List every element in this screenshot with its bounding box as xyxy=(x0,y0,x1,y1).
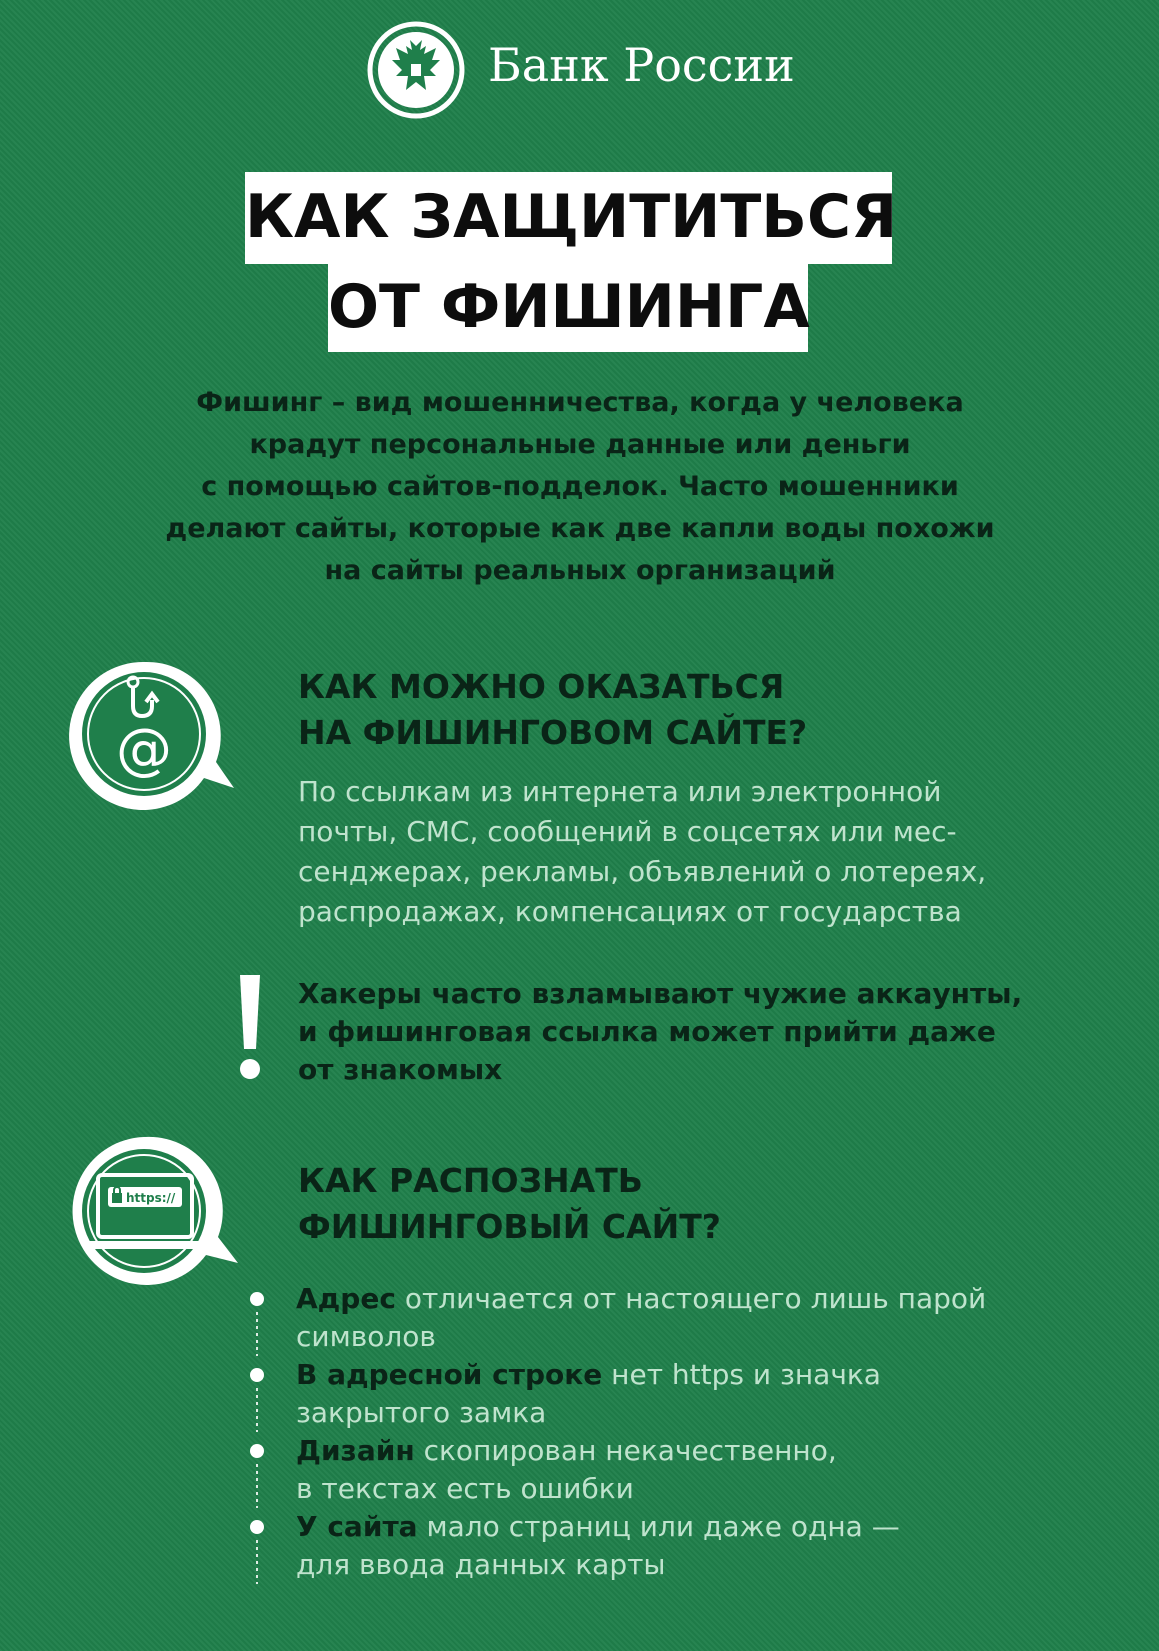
bullet-dot-icon xyxy=(250,1444,264,1458)
bullet-text-line2: в текстах есть ошибки xyxy=(296,1472,634,1505)
bullet-text-line2: для ввода данных карты xyxy=(296,1548,666,1581)
page-title-line-2: ОТ ФИШИНГА xyxy=(328,262,808,352)
dotted-connector xyxy=(256,1540,258,1584)
dotted-connector xyxy=(256,1464,258,1508)
warning-line: и фишинговая ссылка может прийти даже xyxy=(298,1015,996,1048)
bullet-text-line2: закрытого замка xyxy=(296,1396,547,1429)
heading-line: КАК МОЖНО ОКАЗАТЬСЯ xyxy=(298,667,785,706)
list-item xyxy=(250,1432,986,1508)
bullet-bold: Дизайн xyxy=(296,1434,415,1467)
hook-at-sign-icon xyxy=(66,660,236,810)
brand-name: Банк России xyxy=(488,38,795,92)
laptop-https-icon xyxy=(64,1135,240,1287)
intro-line: Фишинг – вид мошенничества, когда у человека xyxy=(196,387,964,418)
svg-text:@: @ xyxy=(116,717,172,782)
bullet-text: нет https и значка xyxy=(602,1358,881,1391)
bullet-text: мало страниц или даже одна — xyxy=(417,1510,900,1543)
body-line: почты, СМС, сообщений в соцсетях или мес- xyxy=(298,815,957,848)
exclamation-icon xyxy=(232,975,268,1085)
bullet-list xyxy=(250,1280,986,1584)
warning-line: от знакомых xyxy=(298,1053,503,1086)
intro-paragraph xyxy=(60,382,1100,592)
heading-line: КАК РАСПОЗНАТЬ xyxy=(298,1161,643,1200)
heading-line: ФИШИНГОВЫЙ САЙТ? xyxy=(298,1207,721,1246)
https-label: https:// xyxy=(126,1191,176,1205)
bullet-text: скопирован некачественно, xyxy=(414,1434,837,1467)
intro-line: крадут персональные данные или деньги xyxy=(249,429,911,460)
intro-line: с помощью сайтов-подделок. Часто мошенники xyxy=(201,471,959,502)
bullet-text: отличается от настоящего лишь парой xyxy=(395,1282,987,1315)
intro-line: на сайты реальных организаций xyxy=(324,555,836,586)
section-2-heading xyxy=(298,1158,721,1250)
eagle-emblem-icon xyxy=(366,20,466,120)
dotted-connector xyxy=(256,1312,258,1356)
body-line: По ссылкам из интернета или электронной xyxy=(298,775,942,808)
dotted-connector xyxy=(256,1388,258,1432)
bullet-dot-icon xyxy=(250,1368,264,1382)
bullet-bold: В адресной строке xyxy=(296,1358,603,1391)
page-title-line-1: КАК ЗАЩИТИТЬСЯ xyxy=(245,172,892,264)
list-item xyxy=(250,1508,986,1584)
warning-line: Хакеры часто взламывают чужие аккаунты, xyxy=(298,977,1023,1010)
bullet-dot-icon xyxy=(250,1292,264,1306)
section-1-heading xyxy=(298,664,807,756)
intro-line: делают сайты, которые как две капли воды похожи xyxy=(165,513,995,544)
heading-line: НА ФИШИНГОВОМ САЙТЕ? xyxy=(298,713,808,752)
bullet-bold: У сайта xyxy=(296,1510,418,1543)
section-1-body xyxy=(298,772,986,932)
warning-text xyxy=(298,975,1022,1089)
list-item xyxy=(250,1356,986,1432)
bullet-text-line2: символов xyxy=(296,1320,436,1353)
body-line: распродажах, компенсациях от государства xyxy=(298,895,962,928)
list-item xyxy=(250,1280,986,1356)
body-line: сенджерах, рекламы, объявлений о лотереях, xyxy=(298,855,987,888)
bullet-dot-icon xyxy=(250,1520,264,1534)
bullet-bold: Адрес xyxy=(296,1282,396,1315)
